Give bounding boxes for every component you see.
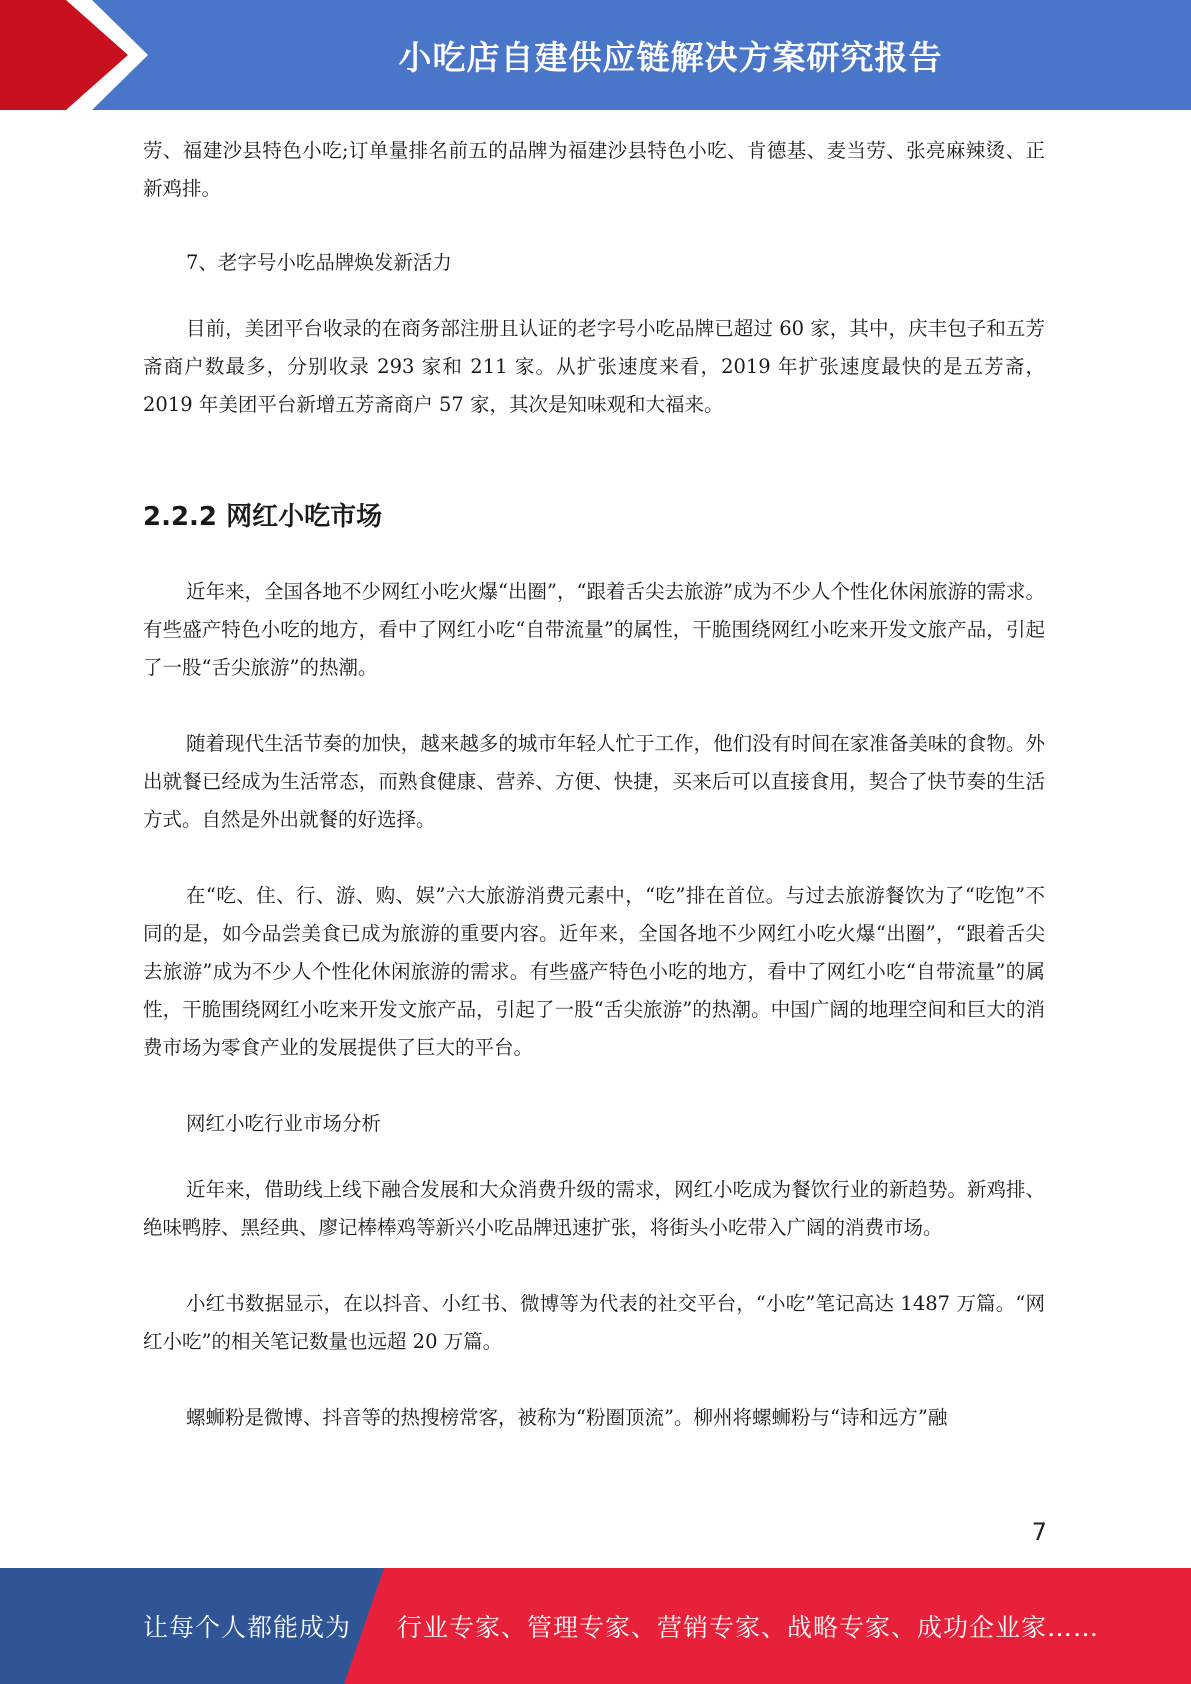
footer-slogan-right: 行业专家、管理专家、营销专家、战略专家、成功企业家……	[397, 1613, 1100, 1642]
paragraph-internet-snacks: 近年来，全国各地不少网红小吃火爆“出圈”，“跟着舌尖去旅游”成为不少人个性化休闲旅游的需求。有些盛产特色小吃的地方，看中了网红小吃“自带流量”的属性，干脆围绕网红小吃来开发文旅产品，引起了一股“舌尖旅游”的热潮。	[143, 580, 1045, 679]
document-body	[143, 132, 1045, 1437]
header-banner	[0, 0, 1191, 110]
paragraph-tourism-elements: 在“吃、住、行、游、购、娱”六大旅游消费元素中，“吃”排在首位。与过去旅游餐饮为了“吃饱”不同的是，如今品尝美食已成为旅游的重要内容。近年来，全国各地不少网红小吃火爆“出圈”，“跟着舌尖去旅游”成为不少人个性化休闲旅游的需求。有些盛产特色小吃的地方，看中了网红小吃“自带流量”的属性，干脆围绕网红小吃来开发文旅产品，引起了一股“舌尖旅游”的热潮。中国广阔的地理空间和巨大的消费市场为零食产业的发展提供了巨大的平台。	[143, 884, 1045, 1059]
paragraph-modern-life: 随着现代生活节奏的加快，越来越多的城市年轻人忙于工作，他们没有时间在家准备美味的食物。外出就餐已经成为生活常态，而熟食健康、营养、方便、快捷，买来后可以直接食用，契合了快节奏的生活方式。自然是外出就餐的好选择。	[143, 732, 1045, 831]
page-number: 7	[1031, 1518, 1047, 1546]
footer-banner	[0, 1568, 1191, 1684]
paragraph-subtitle-old-brands: 7、老字号小吃品牌焕发新活力	[186, 251, 452, 274]
paragraph-subtitle-market-analysis: 网红小吃行业市场分析	[186, 1112, 382, 1135]
paragraph-market-trend: 近年来，借助线上线下融合发展和大众消费升级的需求，网红小吃成为餐饮行业的新趋势。新鸡排、绝味鸭脖、黑经典、廖记棒棒鸡等新兴小吃品牌迅速扩张，将街头小吃带入广阔的消费市场。	[143, 1178, 1045, 1239]
footer-slogan-left: 让每个人都能成为	[143, 1613, 352, 1642]
paragraph-old-brands: 目前，美团平台收录的在商务部注册且认证的老字号小吃品牌已超过 60 家，其中，庆丰包子和五芳斋商户数最多，分别收录 293 家和 211 家。从扩张速度来看，2019 年扩张速度最快的是五芳斋，2019 年美团平台新增五芳斋商户 57 家，其次是知味观和大福来。	[143, 317, 1045, 416]
paragraph-luosifen: 螺蛳粉是微博、抖音等的热搜榜常客，被称为“粉圈顶流”。柳州将螺蛳粉与“诗和远方”融	[186, 1406, 948, 1429]
paragraph-xiaohongshu-data: 小红书数据显示，在以抖音、小红书、微博等为代表的社交平台，“小吃”笔记高达 1487 万篇。“网红小吃”的相关笔记数量也远超 20 万篇。	[143, 1292, 1045, 1353]
report-title: 小吃店自建供应链解决方案研究报告	[398, 37, 943, 77]
paragraph-brand-ranking: 劳、福建沙县特色小吃;订单量排名前五的品牌为福建沙县特色小吃、肯德基、麦当劳、张亮麻辣烫、正新鸡排。	[143, 139, 1045, 200]
section-heading: 2.2.2 网红小吃市场	[143, 502, 383, 532]
